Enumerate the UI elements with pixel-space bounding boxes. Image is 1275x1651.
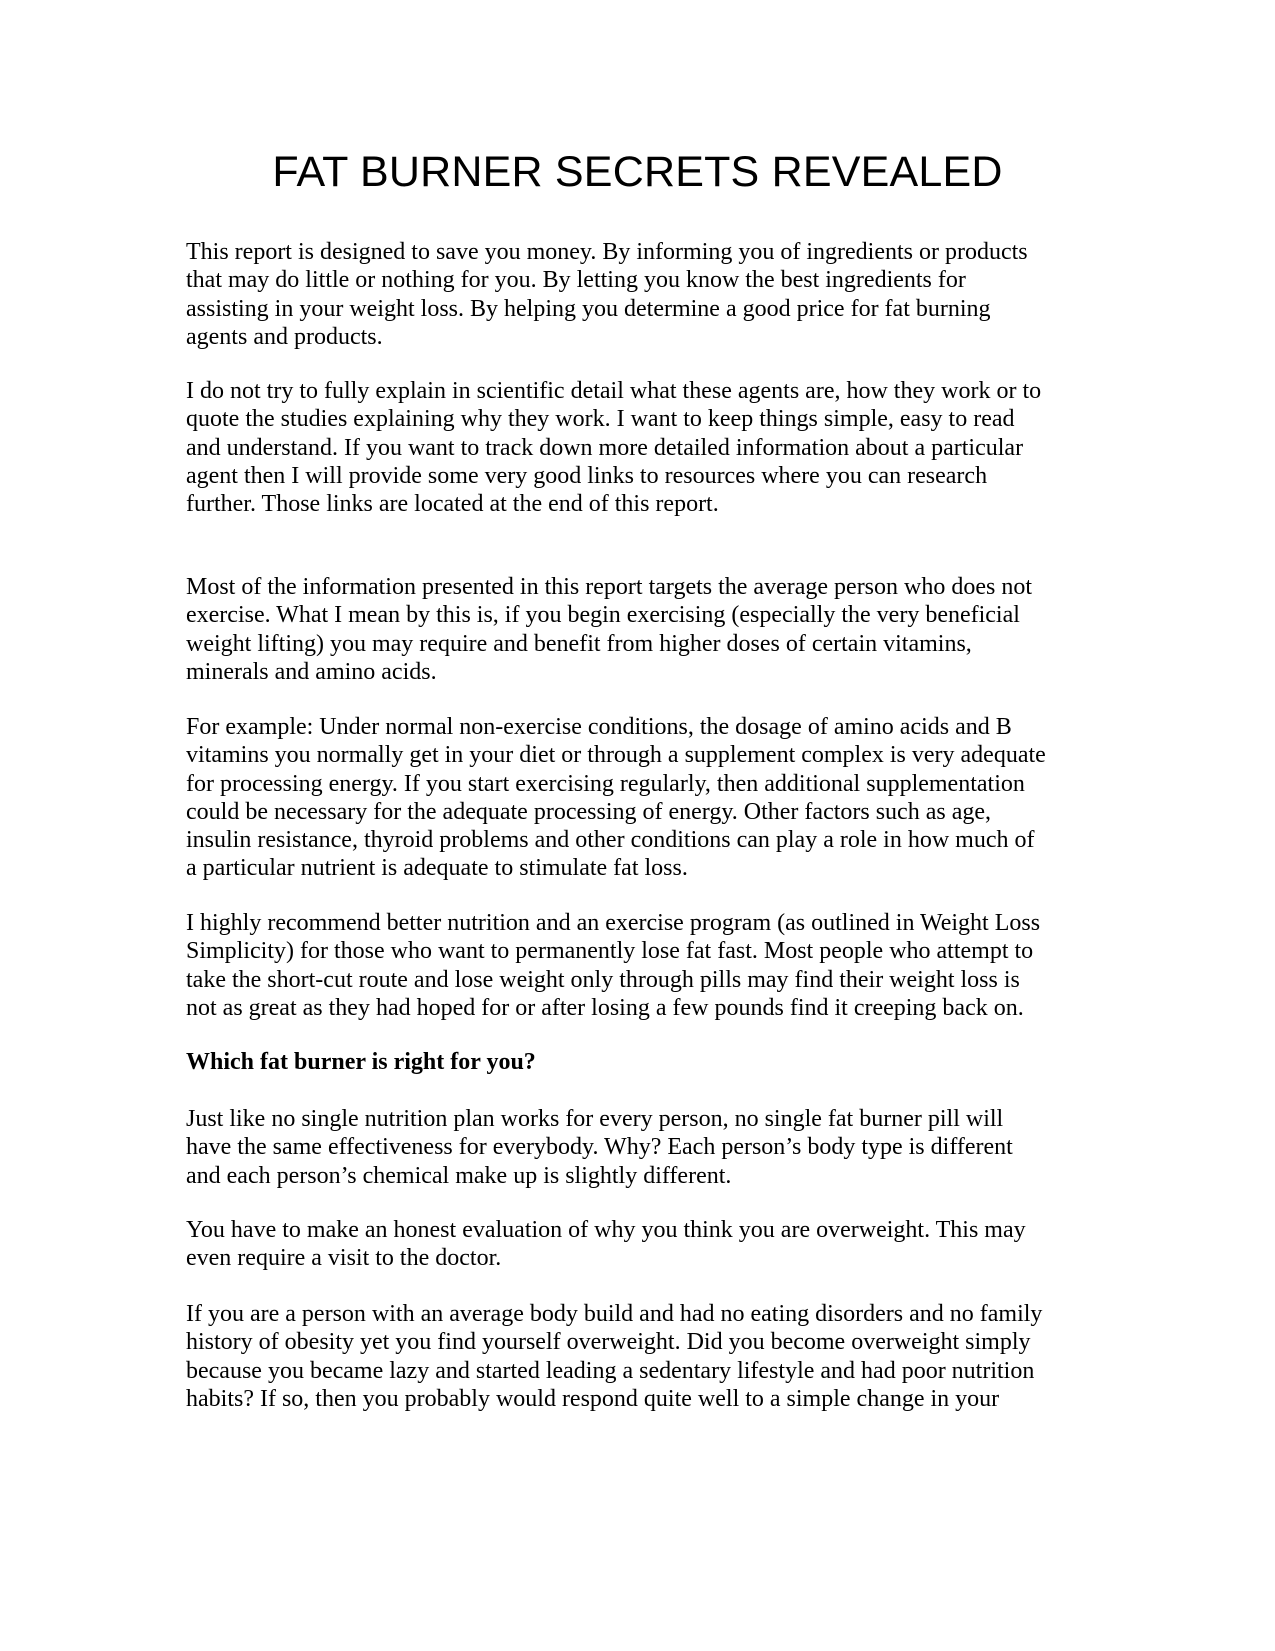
text-line: Most of the information presented in this report targets the average person who does not [186, 574, 1033, 600]
text-line: If you are a person with an average body build and had no eating disorders and no family [186, 1301, 1043, 1327]
text-line: weight lifting) you may require and benefit from higher doses of certain vitamins, [186, 630, 972, 657]
text-line: I do not try to fully explain in scientific detail what these agents are, how they work or to [186, 378, 1042, 404]
text-line: agent then I will provide some very good links to resources where you can research [186, 462, 988, 489]
text-line: a particular nutrient is adequate to stimulate fat loss. [186, 855, 688, 882]
text-line: further. Those links are located at the end of this report. [186, 491, 719, 518]
text-line: You have to make an honest evaluation of why you think you are overweight. This may [186, 1217, 1026, 1243]
text-line: could be necessary for the adequate processing of energy. Other factors such as age, [186, 798, 992, 825]
paragraph-audience [186, 573, 1086, 686]
paragraph-evaluation [186, 1216, 1086, 1273]
text-line: habits? If so, then you probably would respond quite well to a simple change in your [186, 1385, 1000, 1412]
section-heading-text: Which fat burner is right for you? [186, 1049, 536, 1075]
text-line: take the short-cut route and lose weight only through pills may find their weight loss is [186, 966, 1020, 993]
text-line: minerals and amino acids. [186, 658, 437, 685]
text-line: even require a visit to the doctor. [186, 1245, 502, 1272]
text-line: vitamins you normally get in your diet or through a supplement complex is very adequate [186, 742, 1046, 769]
text-line: Simplicity) for those who want to permanently lose fat fast. Most people who attempt to [186, 938, 1034, 965]
text-line: have the same effectiveness for everybody. Why? Each person’s body type is different [186, 1134, 1013, 1161]
text-line: insulin resistance, thyroid problems and other conditions can play a role in how much of [186, 827, 1035, 854]
text-line: history of obesity yet you find yourself overweight. Did you become overweight simply [186, 1329, 1031, 1356]
text-line: Just like no single nutrition plan works for every person, no single fat burner pill will [186, 1106, 1004, 1132]
paragraph-average-build [186, 1300, 1086, 1413]
paragraph-scope [186, 377, 1086, 518]
paragraph-intro [186, 238, 1086, 351]
text-line: This report is designed to save you money. By informing you of ingredients or products [186, 239, 1028, 265]
text-line: for processing energy. If you start exercising regularly, then additional supplementation [186, 770, 1025, 797]
section-heading [186, 1048, 1086, 1076]
paragraph-example [186, 713, 1086, 883]
text-line: that may do little or nothing for you. By letting you know the best ingredients for [186, 267, 966, 294]
text-line: I highly recommend better nutrition and an exercise program (as outlined in Weight Loss [186, 910, 1041, 936]
text-line: and understand. If you want to track down more detailed information about a particular [186, 434, 1024, 461]
text-line: exercise. What I mean by this is, if you begin exercising (especially the very beneficial [186, 602, 1020, 629]
text-line: because you became lazy and started leading a sedentary lifestyle and had poor nutrition [186, 1357, 1035, 1384]
document-title: FAT BURNER SECRETS REVEALED [272, 148, 1003, 196]
text-line: quote the studies explaining why they work. I want to keep things simple, easy to read [186, 406, 1015, 433]
text-line: For example: Under normal non-exercise conditions, the dosage of amino acids and B [186, 714, 1012, 740]
text-line: not as great as they had hoped for or after losing a few pounds find it creeping back on. [186, 994, 1024, 1021]
text-line: assisting in your weight loss. By helping you determine a good price for fat burning [186, 295, 991, 322]
paragraph-recommendation [186, 909, 1086, 1022]
text-line: agents and products. [186, 323, 383, 350]
text-line: and each person’s chemical make up is slightly different. [186, 1162, 732, 1189]
paragraph-no-single-pill [186, 1105, 1086, 1190]
